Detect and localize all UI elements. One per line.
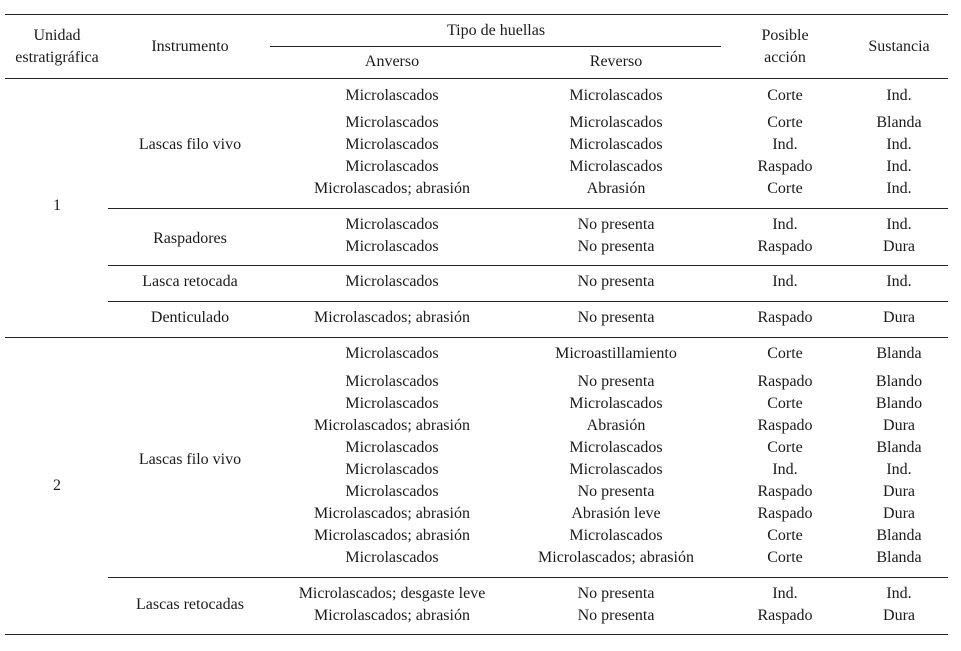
cell-reverso: Abrasión leve [571, 505, 661, 522]
tipo-underline [270, 46, 721, 47]
cell-accion: Raspado [757, 238, 813, 255]
cell-reverso: No presenta [577, 483, 655, 500]
cell-anverso: Microlascados [345, 395, 439, 412]
cell-accion: Corte [767, 345, 803, 362]
group-rule [108, 301, 948, 302]
cell-sustancia: Blando [875, 395, 923, 412]
cell-sustancia: Dura [883, 505, 915, 522]
cell-accion: Raspado [757, 483, 813, 500]
cell-accion: Corte [767, 395, 803, 412]
cell-accion: Ind. [772, 585, 798, 602]
instrument-label: Raspadores [153, 230, 227, 247]
cell-anverso: Microlascados [345, 483, 439, 500]
cell-reverso: Microlascados [569, 87, 663, 104]
cell-accion: Ind. [772, 273, 798, 290]
cell-sustancia: Ind. [886, 461, 912, 478]
cell-reverso: Microlascados [569, 461, 663, 478]
header-accion: Posible [761, 27, 809, 44]
group-rule [108, 577, 948, 578]
cell-reverso: Microastillamiento [555, 345, 677, 362]
header-anverso: Anverso [364, 53, 420, 70]
cell-sustancia: Dura [883, 238, 915, 255]
header-tipo-de-huellas: Tipo de huellas [446, 22, 546, 39]
group-rule [108, 208, 948, 209]
header-rule [5, 78, 948, 79]
cell-accion: Corte [767, 439, 803, 456]
cell-anverso: Microlascados; abrasión [314, 607, 470, 624]
cell-accion: Corte [767, 87, 803, 104]
cell-accion: Ind. [772, 461, 798, 478]
bottom-rule [5, 634, 948, 635]
cell-sustancia: Ind. [886, 180, 912, 197]
cell-anverso: Microlascados; abrasión [314, 527, 470, 544]
cell-reverso: Microlascados [569, 158, 663, 175]
cell-reverso: Abrasión [586, 417, 646, 434]
cell-reverso: Microlascados [569, 395, 663, 412]
instrument-label: Lascas filo vivo [138, 451, 242, 468]
instrument-label: Denticulado [150, 309, 230, 326]
cell-accion: Ind. [772, 216, 798, 233]
cell-reverso: Microlascados; abrasión [538, 549, 694, 566]
cell-anverso: Microlascados [345, 273, 439, 290]
cell-reverso: Abrasión [586, 180, 646, 197]
cell-anverso: Microlascados [345, 238, 439, 255]
cell-accion: Raspado [757, 309, 813, 326]
cell-accion: Raspado [757, 417, 813, 434]
cell-reverso: No presenta [577, 373, 655, 390]
cell-reverso: No presenta [577, 309, 655, 326]
cell-anverso: Microlascados; abrasión [314, 180, 470, 197]
cell-sustancia: Blanda [876, 114, 922, 131]
cell-sustancia: Ind. [886, 158, 912, 175]
cell-sustancia: Ind. [886, 273, 912, 290]
header-instrumento: Instrumento [151, 38, 229, 55]
header-accion: acción [764, 49, 806, 66]
cell-sustancia: Ind. [886, 216, 912, 233]
cell-sustancia: Blando [875, 373, 923, 390]
unit-label: 2 [53, 477, 61, 494]
cell-reverso: No presenta [577, 273, 655, 290]
cell-anverso: Microlascados [345, 114, 439, 131]
cell-accion: Corte [767, 180, 803, 197]
top-rule [5, 14, 948, 15]
cell-reverso: Microlascados [569, 136, 663, 153]
cell-sustancia: Dura [883, 309, 915, 326]
cell-anverso: Microlascados [345, 373, 439, 390]
cell-sustancia: Ind. [886, 87, 912, 104]
cell-reverso: Microlascados [569, 527, 663, 544]
header-sustancia: Sustancia [868, 38, 930, 55]
cell-accion: Ind. [772, 136, 798, 153]
cell-sustancia: Blanda [876, 345, 922, 362]
cell-sustancia: Blanda [876, 527, 922, 544]
unit-label: 1 [53, 197, 61, 214]
cell-sustancia: Blanda [876, 439, 922, 456]
cell-reverso: Microlascados [569, 114, 663, 131]
cell-anverso: Microlascados [345, 461, 439, 478]
cell-anverso: Microlascados [345, 87, 439, 104]
cell-sustancia: Dura [883, 483, 915, 500]
cell-accion: Corte [767, 114, 803, 131]
instrument-label: Lasca retocada [142, 273, 238, 290]
cell-sustancia: Dura [883, 417, 915, 434]
header-reverso: Reverso [589, 53, 643, 70]
header-unidad: Unidad [33, 27, 81, 44]
cell-anverso: Microlascados; abrasión [314, 309, 470, 326]
cell-sustancia: Ind. [886, 136, 912, 153]
cell-sustancia: Blanda [876, 549, 922, 566]
cell-sustancia: Ind. [886, 585, 912, 602]
cell-reverso: No presenta [577, 607, 655, 624]
header-unidad: estratigráfica [15, 49, 99, 66]
cell-reverso: No presenta [577, 238, 655, 255]
cell-anverso: Microlascados; desgaste leve [298, 585, 486, 602]
instrument-label: Lascas retocadas [136, 596, 244, 613]
cell-reverso: Microlascados [569, 439, 663, 456]
unit-rule [5, 337, 948, 338]
cell-accion: Raspado [757, 158, 813, 175]
cell-anverso: Microlascados [345, 216, 439, 233]
cell-anverso: Microlascados [345, 549, 439, 566]
cell-anverso: Microlascados [345, 158, 439, 175]
cell-anverso: Microlascados [345, 439, 439, 456]
cell-reverso: No presenta [577, 585, 655, 602]
cell-anverso: Microlascados [345, 345, 439, 362]
instrument-label: Lascas filo vivo [138, 136, 242, 153]
cell-sustancia: Dura [883, 607, 915, 624]
cell-accion: Corte [767, 527, 803, 544]
cell-anverso: Microlascados; abrasión [314, 417, 470, 434]
cell-accion: Raspado [757, 505, 813, 522]
cell-accion: Corte [767, 549, 803, 566]
cell-anverso: Microlascados [345, 136, 439, 153]
cell-reverso: No presenta [577, 216, 655, 233]
cell-accion: Raspado [757, 607, 813, 624]
group-rule [108, 265, 948, 266]
cell-accion: Raspado [757, 373, 813, 390]
cell-anverso: Microlascados; abrasión [314, 505, 470, 522]
